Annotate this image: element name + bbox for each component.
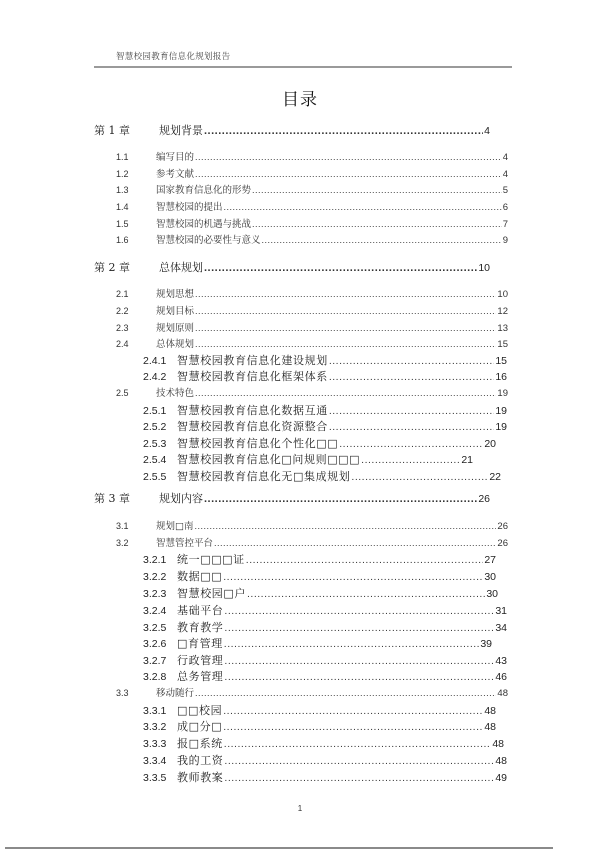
dot-leader <box>224 638 480 650</box>
header-divider <box>94 66 512 68</box>
toc-entry-number: 3.2.6 <box>143 638 167 650</box>
toc-entry-page: 15 <box>497 339 508 350</box>
toc-entry-page: 19 <box>495 405 507 417</box>
toc-entry-page: 30 <box>484 571 496 583</box>
toc-subsection-entry[interactable] <box>143 769 507 785</box>
toc-entry-label: 统一□□□证 <box>177 553 245 566</box>
toc-entry-page: 4 <box>502 152 508 163</box>
toc-entry-page: 4 <box>502 169 508 180</box>
toc-entry-label: 智慧校园教育信息化数据互通 <box>177 404 328 417</box>
toc-entry-page: 46 <box>495 671 507 683</box>
dot-leader <box>329 371 495 383</box>
toc-entry-number: 2.1 <box>116 289 129 299</box>
toc-subsection-entry[interactable] <box>143 368 507 384</box>
toc-section-entry[interactable] <box>116 518 508 532</box>
dot-leader <box>224 772 494 784</box>
toc-entry-number: 2.5.4 <box>143 454 167 466</box>
toc-entry-number: 第 1 章 <box>94 124 130 137</box>
toc-entry-label: 总体规划 <box>159 261 203 274</box>
toc-subsection-entry[interactable] <box>143 585 498 601</box>
toc-entry-number: 3.2.8 <box>143 671 167 683</box>
dot-leader <box>194 521 496 531</box>
toc-entry-number: 2.5 <box>116 388 129 398</box>
toc-subsection-entry[interactable] <box>143 402 507 418</box>
toc-entry-page: 15 <box>495 355 507 367</box>
toc-section-entry[interactable] <box>116 149 508 163</box>
toc-entry-page: 19 <box>497 388 508 399</box>
toc-entry-page: 34 <box>495 622 507 634</box>
dot-leader <box>329 421 495 433</box>
dot-leader <box>224 622 494 634</box>
toc-entry-page: 21 <box>461 454 473 466</box>
toc-entry-number: 3.2 <box>116 538 129 548</box>
toc-entry-label: 国家教育信息化的形势 <box>156 185 252 196</box>
toc-entry-number: 3.2.1 <box>143 554 167 566</box>
toc-entry-label: 数据□□ <box>177 570 223 583</box>
toc-entry-label: 教育教学 <box>177 621 224 634</box>
toc-entry-label: 技术特色 <box>156 388 195 399</box>
toc-entry-number: 1.2 <box>116 169 129 179</box>
toc-section-entry[interactable] <box>116 320 508 334</box>
dot-leader <box>329 355 495 367</box>
toc-entry-label: 规划□南 <box>156 521 194 532</box>
toc-entry-number: 3.3.2 <box>143 721 167 733</box>
toc-entry-label: 行政管理 <box>177 654 224 667</box>
dot-leader <box>247 588 485 600</box>
toc-entry-label: 规划原则 <box>156 323 195 334</box>
toc-entry-number: 3.2.7 <box>143 655 167 667</box>
running-header: 智慧校园教育信息化规划报告 <box>116 52 231 62</box>
dot-leader <box>339 438 483 450</box>
toc-entry-page: 4 <box>484 125 490 137</box>
dot-leader <box>223 705 483 717</box>
toc-section-entry[interactable] <box>116 286 508 300</box>
toc-entry-number: 第 3 章 <box>94 492 130 505</box>
toc-entry-label: 基础平台 <box>177 604 224 617</box>
toc-section-entry[interactable] <box>116 336 508 350</box>
dot-leader <box>195 152 502 162</box>
toc-title: 目录 <box>282 90 318 110</box>
toc-subsection-entry[interactable] <box>143 752 507 768</box>
toc-subsection-entry[interactable] <box>143 551 496 567</box>
dot-leader <box>195 388 496 398</box>
toc-subsection-entry[interactable] <box>143 635 492 651</box>
toc-subsection-entry[interactable] <box>143 652 507 668</box>
toc-entry-label: 规划思想 <box>156 289 195 300</box>
toc-entry-label: 智慧校园教育信息化资源整合 <box>177 420 328 433</box>
toc-entry-number: 3.2.3 <box>143 588 167 600</box>
dot-leader <box>246 554 484 566</box>
toc-entry-page: 43 <box>495 655 507 667</box>
toc-entry-label: 规划背景 <box>159 124 203 137</box>
toc-subsection-entry[interactable] <box>143 352 507 368</box>
toc-entry-label: 总体规划 <box>156 339 195 350</box>
toc-entry-label: 智慧校园教育信息化无□集成规划 <box>177 470 351 483</box>
toc-entry-label: 报□系统 <box>177 737 223 750</box>
toc-entry-label: 我的工资 <box>177 754 224 767</box>
toc-entry-label: 编写目的 <box>156 152 195 163</box>
toc-entry-number: 2.5.3 <box>143 438 167 450</box>
toc-subsection-entry[interactable] <box>143 602 507 618</box>
toc-entry-label: 智慧校园□户 <box>177 587 246 600</box>
toc-entry-number: 1.1 <box>116 152 129 162</box>
toc-entry-number: 1.3 <box>116 185 129 195</box>
toc-entry-label: 教师教案 <box>177 771 224 784</box>
toc-subsection-entry[interactable] <box>143 451 473 467</box>
toc-entry-number: 3.3.1 <box>143 705 167 717</box>
dot-leader <box>262 235 502 245</box>
toc-entry-page: 27 <box>484 554 496 566</box>
toc-section-entry[interactable] <box>116 303 508 317</box>
bottom-divider <box>5 847 553 849</box>
toc-entry-page: 12 <box>497 306 508 317</box>
dot-leader <box>351 471 488 483</box>
toc-chapter-entry[interactable] <box>94 122 490 138</box>
toc-entry-page: 13 <box>497 323 508 334</box>
toc-entry-label: □育管理 <box>177 637 223 650</box>
toc-entry-number: 1.5 <box>116 219 129 229</box>
dot-leader <box>361 454 460 466</box>
dot-leader <box>195 169 502 179</box>
toc-entry-number: 3.2.5 <box>143 622 167 634</box>
toc-subsection-entry[interactable] <box>143 718 496 734</box>
toc-entry-page: 48 <box>484 705 496 717</box>
toc-entry-page: 16 <box>495 371 507 383</box>
toc-entry-label: 智慧校园教育信息化建设规划 <box>177 354 328 367</box>
toc-entry-label: 规划目标 <box>156 306 195 317</box>
toc-entry-page: 22 <box>489 471 501 483</box>
dot-leader <box>195 323 496 333</box>
toc-entry-label: 智慧校园教育信息化框架体系 <box>177 370 328 383</box>
dot-leader <box>223 721 483 733</box>
toc-entry-number: 2.5.5 <box>143 471 167 483</box>
dot-leader <box>252 185 502 195</box>
toc-entry-label: 移动随行 <box>156 688 195 699</box>
toc-entry-number: 2.4.2 <box>143 371 167 383</box>
toc-entry-number: 2.4.1 <box>143 355 167 367</box>
toc-entry-number: 2.5.1 <box>143 405 167 417</box>
toc-subsection-entry[interactable] <box>143 418 507 434</box>
toc-entry-page: 48 <box>492 738 504 750</box>
toc-chapter-entry[interactable] <box>94 259 490 275</box>
toc-section-entry[interactable] <box>116 232 508 246</box>
toc-entry-page: 19 <box>495 421 507 433</box>
toc-section-entry[interactable] <box>116 385 508 399</box>
dot-leader <box>204 493 477 505</box>
toc-entry-page: 10 <box>478 262 490 274</box>
dot-leader <box>224 671 494 683</box>
toc-entry-label: 智慧校园的提出 <box>156 202 223 213</box>
dot-leader <box>195 339 496 349</box>
dot-leader <box>224 202 502 212</box>
toc-entry-number: 3.3.3 <box>143 738 167 750</box>
toc-entry-number: 3.2.2 <box>143 571 167 583</box>
dot-leader <box>224 738 492 750</box>
toc-entry-number: 2.2 <box>116 306 129 316</box>
toc-section-entry[interactable] <box>116 216 508 230</box>
toc-subsection-entry[interactable] <box>143 468 501 484</box>
toc-entry-page: 26 <box>497 538 508 549</box>
dot-leader <box>224 605 494 617</box>
toc-entry-label: 智慧管控平台 <box>156 538 214 549</box>
toc-section-entry[interactable] <box>116 535 508 549</box>
toc-entry-page: 39 <box>480 638 492 650</box>
dot-leader <box>204 125 483 137</box>
toc-entry-label: □□校园 <box>177 704 223 717</box>
toc-entry-page: 26 <box>497 521 508 532</box>
dot-leader <box>195 306 496 316</box>
toc-chapter-entry[interactable] <box>94 490 490 506</box>
toc-entry-number: 1.6 <box>116 235 129 245</box>
dot-leader <box>224 655 494 667</box>
toc-entry-page: 48 <box>495 755 507 767</box>
toc-entry-page: 10 <box>497 289 508 300</box>
toc-subsection-entry[interactable] <box>143 735 504 751</box>
toc-entry-label: 成□分□ <box>177 720 223 733</box>
toc-entry-label: 智慧校园教育信息化□问规则□□□ <box>177 453 361 466</box>
dot-leader <box>195 289 496 299</box>
toc-entry-number: 2.5.2 <box>143 421 167 433</box>
toc-entry-page: 48 <box>497 688 508 699</box>
toc-entry-label: 参考文献 <box>156 169 195 180</box>
toc-entry-label: 总务管理 <box>177 670 224 683</box>
toc-entry-number: 3.2.4 <box>143 605 167 617</box>
toc-entry-page: 5 <box>502 185 508 196</box>
toc-section-entry[interactable] <box>116 166 508 180</box>
toc-entry-number: 第 2 章 <box>94 261 130 274</box>
dot-leader <box>329 405 495 417</box>
toc-subsection-entry[interactable] <box>143 568 496 584</box>
dot-leader <box>195 688 496 698</box>
toc-entry-page: 6 <box>502 202 508 213</box>
toc-entry-page: 26 <box>478 493 490 505</box>
toc-subsection-entry[interactable] <box>143 619 507 635</box>
dot-leader <box>204 262 477 274</box>
dot-leader <box>214 538 496 548</box>
toc-subsection-entry[interactable] <box>143 702 496 718</box>
toc-entry-number: 3.3 <box>116 688 129 698</box>
toc-entry-label: 智慧校园的机遇与挑战 <box>156 219 252 230</box>
toc-subsection-entry[interactable] <box>143 668 507 684</box>
page-number: 1 <box>297 804 303 813</box>
toc-entry-label: 规划内容 <box>159 492 203 505</box>
toc-entry-number: 3.3.4 <box>143 755 167 767</box>
toc-entry-page: 9 <box>502 235 508 246</box>
toc-entry-number: 2.3 <box>116 323 129 333</box>
toc-subsection-entry[interactable] <box>143 435 496 451</box>
dot-leader <box>252 219 502 229</box>
toc-entry-number: 2.4 <box>116 339 129 349</box>
toc-entry-number: 3.3.5 <box>143 772 167 784</box>
toc-entry-number: 1.4 <box>116 202 129 212</box>
dot-leader <box>223 571 483 583</box>
toc-section-entry[interactable] <box>116 199 508 213</box>
toc-entry-label: 智慧校园的必要性与意义 <box>156 235 261 246</box>
toc-section-entry[interactable] <box>116 182 508 196</box>
toc-entry-page: 49 <box>495 772 507 784</box>
toc-entry-number: 3.1 <box>116 521 129 531</box>
toc-entry-page: 7 <box>502 219 508 230</box>
toc-entry-page: 48 <box>484 721 496 733</box>
toc-entry-page: 31 <box>495 605 507 617</box>
toc-section-entry[interactable] <box>116 685 508 699</box>
toc-entry-page: 20 <box>484 438 496 450</box>
dot-leader <box>224 755 494 767</box>
toc-entry-page: 30 <box>486 588 498 600</box>
toc-entry-label: 智慧校园教育信息化个性化□□ <box>177 437 339 450</box>
